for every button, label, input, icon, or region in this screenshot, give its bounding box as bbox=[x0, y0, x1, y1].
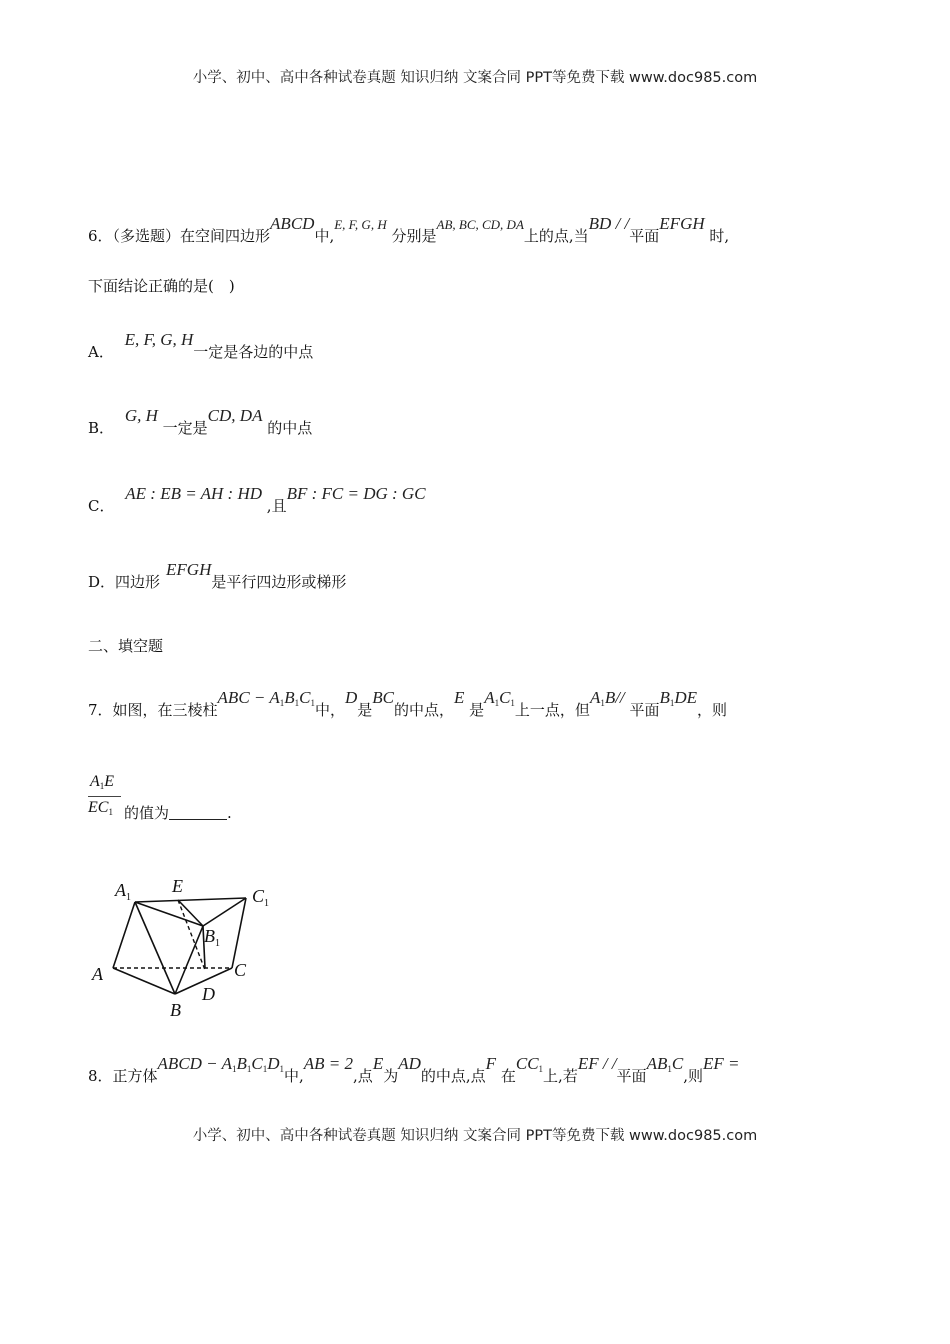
math-cc1: $CC_1$ bbox=[515, 1054, 544, 1074]
q8-text: 8．正方体 bbox=[88, 1067, 158, 1085]
q7-text: 7．如图，在三棱柱 bbox=[88, 701, 218, 719]
math-cube: ABCD − $A_1B_1C_1D_1$ bbox=[157, 1054, 284, 1074]
q7-text: 是 bbox=[357, 701, 373, 719]
q6-text: 中, bbox=[314, 227, 335, 245]
math-bd-parallel: BD / / bbox=[588, 214, 630, 233]
q6-text: 时, bbox=[709, 227, 730, 245]
q7-text: 中， bbox=[314, 701, 345, 719]
option-a-text: 一定是各边的中点 bbox=[193, 343, 314, 361]
label-a: A bbox=[92, 964, 103, 984]
option-d-label: D．四边形 bbox=[88, 573, 161, 591]
label-e: E bbox=[172, 876, 183, 896]
question-7-line-1 bbox=[88, 688, 728, 725]
q7-text: 是 bbox=[469, 701, 485, 719]
math-prism: ABC − $A_1B_1C_1$ bbox=[217, 688, 315, 708]
q8-text: 中, bbox=[284, 1067, 304, 1085]
option-d[interactable] bbox=[88, 560, 347, 592]
q6-text: 分别是 bbox=[391, 227, 437, 245]
question-8-line-1 bbox=[88, 1054, 740, 1091]
math-a1b: $A_1B//$ bbox=[589, 688, 625, 708]
prism-figure bbox=[88, 876, 288, 1022]
question-6-line-1 bbox=[88, 214, 730, 247]
math-e: E bbox=[372, 1054, 384, 1073]
option-c[interactable] bbox=[88, 484, 426, 516]
q6-text: 平面 bbox=[629, 227, 660, 245]
label-d: D bbox=[202, 984, 215, 1004]
math-bc: BC bbox=[372, 688, 394, 707]
label-b: B bbox=[170, 1000, 181, 1020]
math-d: D bbox=[344, 688, 358, 707]
q8-text: 在 bbox=[500, 1067, 516, 1085]
section-heading: 二、填空题 bbox=[88, 637, 164, 655]
label-c1: $C_1$ bbox=[252, 886, 270, 909]
math-ad: AD bbox=[398, 1054, 421, 1073]
math-ratio-1: AE : EB = AH : HD bbox=[125, 484, 263, 503]
math-efgh-points: E, F, G, H bbox=[334, 217, 387, 232]
math-efgh-points: E, F, G, H bbox=[124, 330, 194, 349]
q8-text: ,则 bbox=[683, 1067, 703, 1085]
math-efgh: EFGH bbox=[659, 214, 705, 233]
math-efgh: EFGH bbox=[166, 560, 212, 579]
option-a[interactable] bbox=[88, 330, 314, 362]
option-c-text: ,且 bbox=[266, 497, 287, 515]
fraction-a1e-ec1: $A_1E$ $EC_1$ bbox=[88, 772, 121, 823]
math-ab1c: $AB_1C$ bbox=[646, 1054, 684, 1074]
option-b-text: 一定是 bbox=[162, 419, 208, 437]
option-b[interactable] bbox=[88, 406, 313, 438]
question-6-line-2: 下面结论正确的是( ) bbox=[88, 277, 235, 295]
option-d-text: 是平行四边形或梯形 bbox=[211, 573, 347, 591]
math-abcd: ABCD bbox=[270, 214, 315, 233]
math-ef-parallel: EF / / bbox=[577, 1054, 617, 1073]
math-ab-2: AB = 2 bbox=[303, 1054, 354, 1073]
q7-text: ，则 bbox=[697, 701, 728, 719]
q7-text: 平面 bbox=[629, 701, 660, 719]
option-b-text: 的中点 bbox=[267, 419, 313, 437]
label-c: C bbox=[234, 960, 247, 980]
math-a1c1: $A_1C_1$ bbox=[484, 688, 515, 708]
page-header: 小学、初中、高中各种试卷真题 知识归纳 文案合同 PPT等免费下载 www.doc985.com bbox=[192, 70, 758, 86]
q7-answer-prompt: 的值为 . bbox=[124, 804, 232, 822]
math-edges: AB, BC, CD, DA bbox=[436, 217, 524, 232]
answer-blank[interactable] bbox=[169, 805, 227, 820]
label-a1: $A_1$ bbox=[115, 880, 131, 903]
q6-text: 6．（多选题）在空间四边形 bbox=[88, 227, 271, 245]
q7-text: 的中点， bbox=[393, 701, 454, 719]
prism-edges bbox=[113, 898, 246, 994]
q6-text: 上的点,当 bbox=[523, 227, 589, 245]
q7-text: 上一点，但 bbox=[514, 701, 590, 719]
math-ratio-2: BF : FC = DG : GC bbox=[286, 484, 426, 503]
math-e: E bbox=[454, 688, 465, 707]
q8-text: 平面 bbox=[616, 1067, 647, 1085]
math-ef-equals: EF = bbox=[702, 1054, 740, 1073]
label-b1: $B_1$ bbox=[204, 926, 220, 949]
math-f: F bbox=[485, 1054, 497, 1073]
q8-text: ,点 bbox=[353, 1067, 373, 1085]
option-a-label: A． bbox=[88, 343, 114, 361]
option-b-label: B． bbox=[88, 419, 115, 437]
q8-text: 上,若 bbox=[543, 1067, 578, 1085]
option-c-label: C． bbox=[88, 497, 115, 515]
math-gh: G, H bbox=[124, 406, 158, 425]
math-b1de: $B_1DE$ bbox=[659, 688, 698, 708]
q8-text: 为 bbox=[383, 1067, 399, 1085]
q8-text: 的中点,点 bbox=[420, 1067, 486, 1085]
page-footer: 小学、初中、高中各种试卷真题 知识归纳 文案合同 PPT等免费下载 www.doc985.com bbox=[192, 1128, 758, 1144]
math-cd-da: CD, DA bbox=[207, 406, 263, 425]
